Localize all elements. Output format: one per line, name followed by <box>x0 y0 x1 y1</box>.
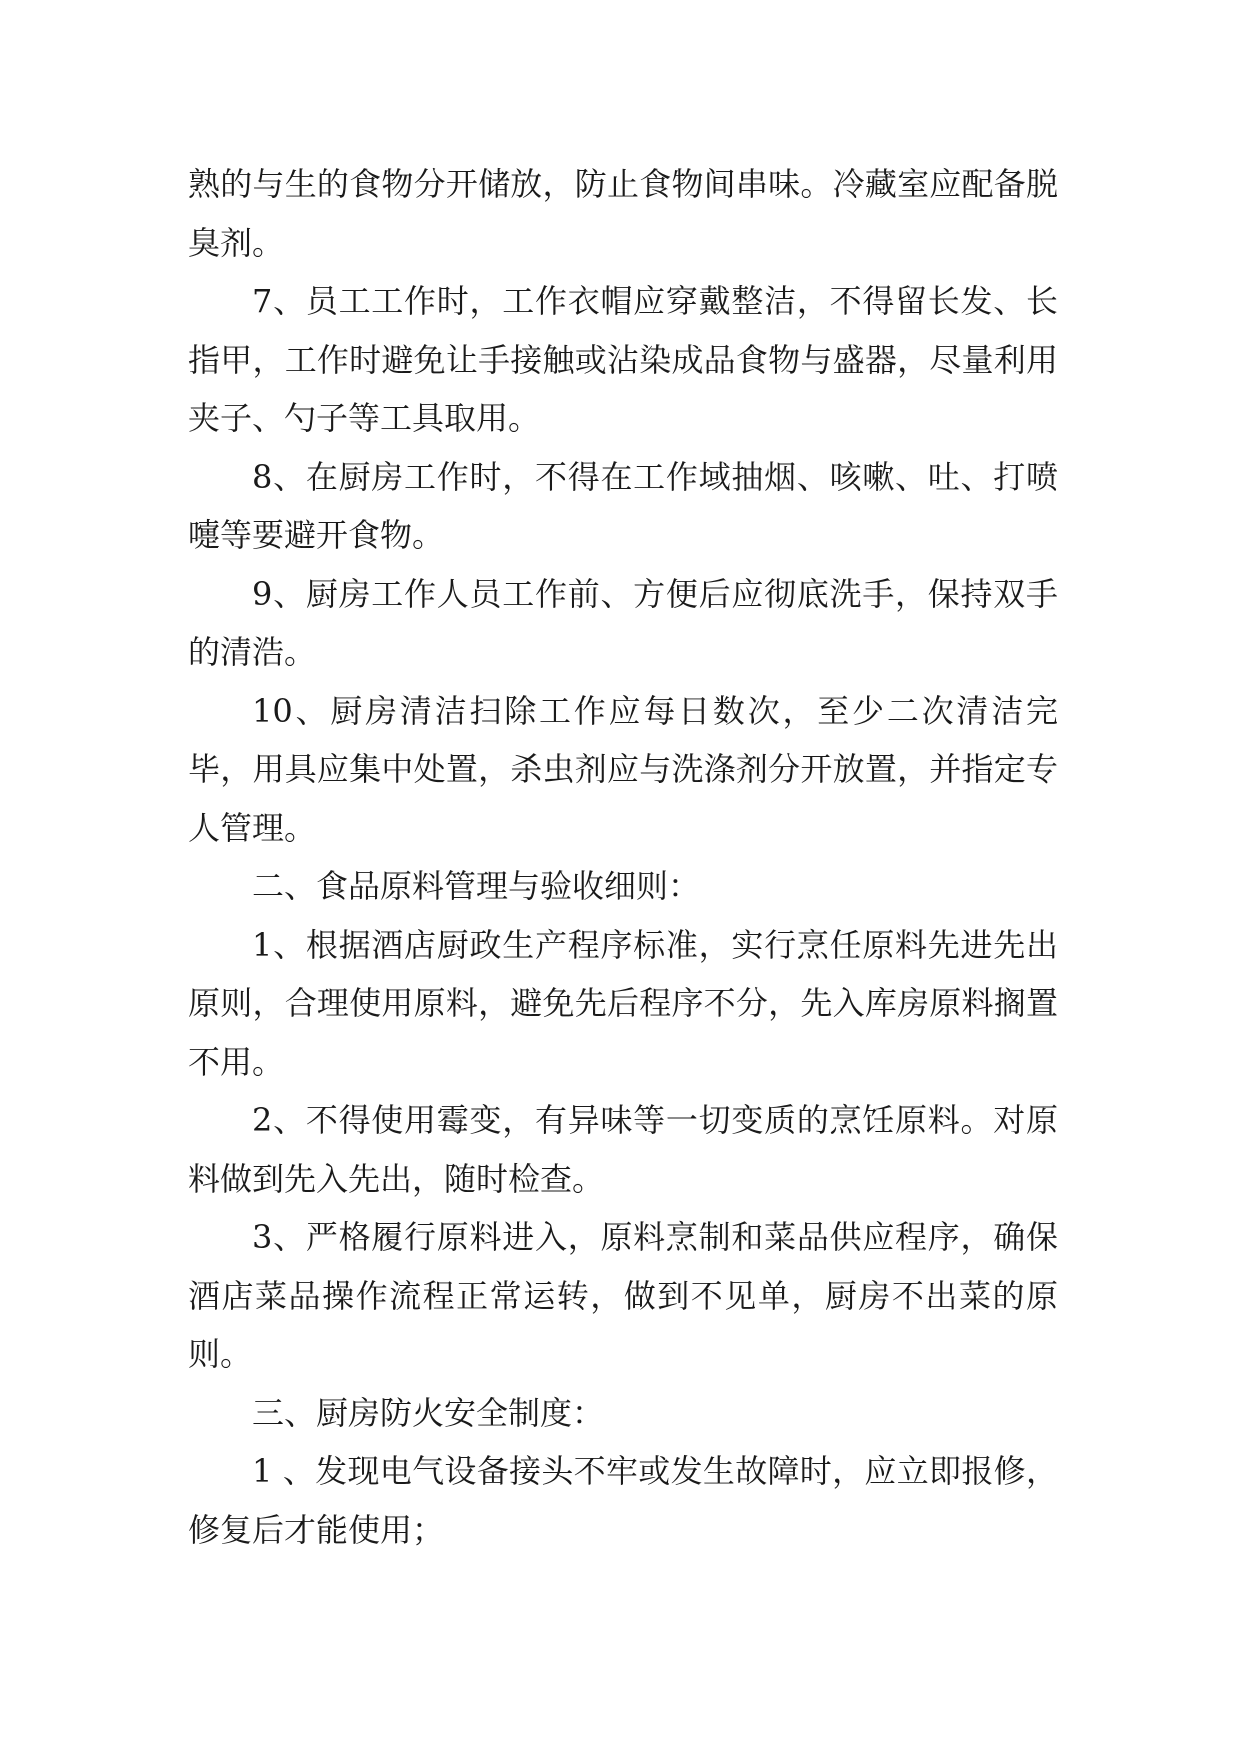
section-heading-ingredients: 二、食品原料管理与验收细则： <box>252 867 701 905</box>
paragraph-ingredient-rule-2: 2、不得使用霉变，有异味等一切变质的烹饪原料。对原料做到先入先出，随时检查。 <box>188 1101 1058 1198</box>
paragraph-rule-7: 7、员工工作时，工作衣帽应穿戴整洁，不得留长发、长指甲，工作时避免让手接触或沾染成品食物与盛器，尽量利用夹子、勺子等工具取用。 <box>188 282 1058 437</box>
paragraph-rule-10: 10、厨房清洁扫除工作应每日数次，至少二次清洁完毕，用具应集中处置，杀虫剂应与洗涤剂分开放置，并指定专人管理。 <box>188 691 1058 847</box>
paragraph-rule-9: 9、厨房工作人员工作前、方便后应彻底洗手，保持双手的清浩。 <box>188 574 1058 671</box>
paragraph-storage-note: 熟的与生的食物分开储放，防止食物间串味。冷藏室应配备脱臭剂。 <box>188 165 1058 262</box>
paragraph-ingredient-rule-1: 1、根据酒店厨政生产程序标准，实行烹任原料先进先出原则，合理使用原料，避免先后程序不分，先入库房原料搁置不用。 <box>188 925 1058 1081</box>
paragraph-rule-8: 8、在厨房工作时，不得在工作域抽烟、咳嗽、吐、打喷嚏等要避开食物。 <box>188 457 1058 554</box>
document-body <box>188 155 1058 1559</box>
paragraph-ingredient-rule-3: 3、严格履行原料进入，原料烹制和菜品供应程序，确保酒店菜品操作流程正常运转，做到不见单，厨房不出菜的原则。 <box>188 1218 1058 1373</box>
section-heading-fire-safety: 三、厨房防火安全制度： <box>252 1393 605 1432</box>
paragraph-fire-rule-1: 1 、发现电气设备接头不牢或发生故障时，应立即报修，修复后才能使用； <box>188 1452 1058 1549</box>
